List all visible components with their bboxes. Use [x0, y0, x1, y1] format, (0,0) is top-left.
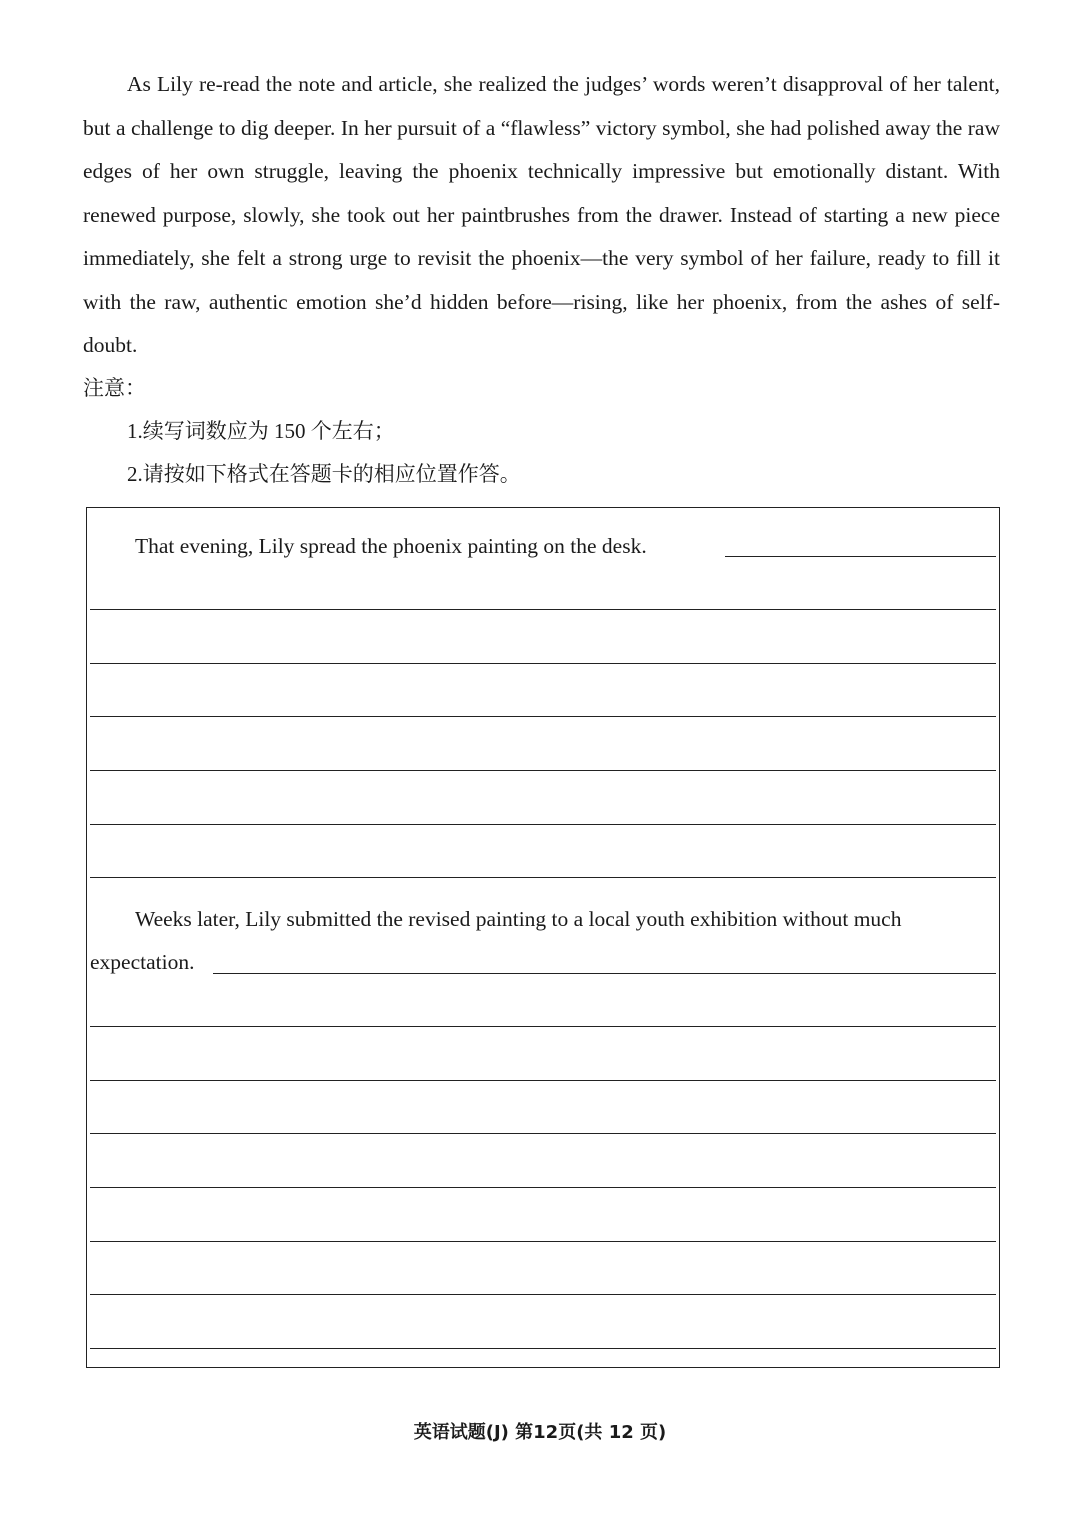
writing-line[interactable]	[90, 1187, 996, 1188]
writing-line[interactable]	[90, 770, 996, 771]
writing-line[interactable]	[90, 663, 996, 664]
writing-line[interactable]	[90, 1241, 996, 1242]
continuation-prompt-1: That evening, Lily spread the phoenix painting on the desk.	[135, 534, 647, 558]
writing-line[interactable]	[90, 716, 996, 717]
continuation-prompt-2-cont: expectation.	[90, 950, 195, 974]
notes-heading: 注意：	[83, 376, 146, 400]
writing-line[interactable]	[725, 556, 996, 557]
writing-line[interactable]	[90, 1026, 996, 1027]
writing-line[interactable]	[90, 877, 996, 878]
continuation-prompt-2: Weeks later, Lily submitted the revised painting to a local youth exhibition without much	[135, 907, 902, 931]
passage-paragraph: As Lily re-read the note and article, she realized the judges’ words weren’t disapproval of her talent, but a challenge to dig deeper. In her pursuit of a “flawless” victory symbol, she had polished away the raw edges of her own struggle, leaving the phoenix technically impressive but emotionally distant. With renewed purpose, slowly, she took out her paintbrushes from the drawer. Instead of starting a new piece immediately, she felt a strong urge to revisit the phoenix—the very symbol of her failure, ready to fill it with the raw, authentic emotion she’d hidden before—rising, like her phoenix, from the ashes of self-doubt.	[83, 72, 1000, 357]
writing-line[interactable]	[90, 824, 996, 825]
page-footer: 英语试题(J) 第12页(共 12 页)	[413, 1422, 667, 1443]
note-item-format: 2.请按如下格式在答题卡的相应位置作答。	[127, 462, 521, 486]
writing-line[interactable]	[90, 1080, 996, 1081]
writing-line[interactable]	[90, 1294, 996, 1295]
answer-box	[86, 507, 1000, 1368]
writing-line[interactable]	[90, 609, 996, 610]
writing-line[interactable]	[90, 1348, 996, 1349]
writing-line[interactable]	[90, 1133, 996, 1134]
writing-line[interactable]	[213, 973, 996, 974]
note-item-word-count: 1.续写词数应为 150 个左右；	[127, 419, 395, 443]
